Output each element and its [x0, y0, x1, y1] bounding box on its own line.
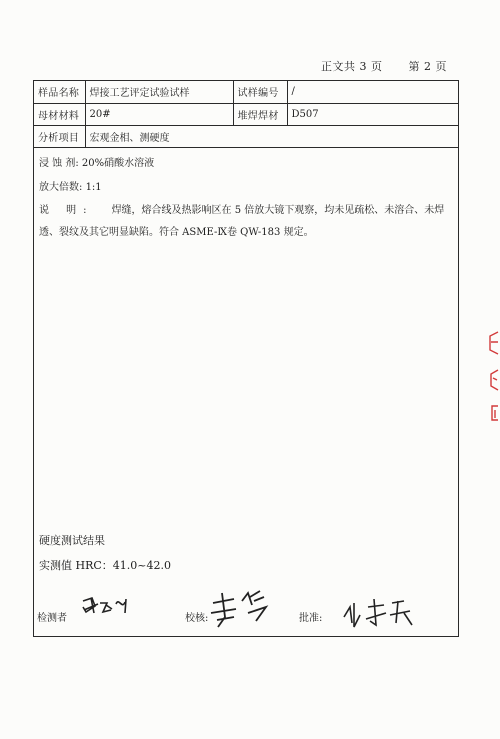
red-stamp-edge — [486, 330, 500, 430]
sample-no-label: 试样编号 — [233, 81, 287, 103]
hardness-title: 硬度测试结果 — [39, 534, 105, 547]
hardness-result — [39, 557, 171, 573]
sample-name-label: 样品名称 — [34, 81, 85, 103]
analysis-item-label: 分析项目 — [34, 125, 85, 147]
description-text: 焊缝，熔合线及热影响区在 5 倍放大镜下观察，均未见疏松、未溶合、未焊透、裂纹及其它明显缺陷。符合 ASME-Ⅸ卷 QW-183 规定。 — [39, 205, 445, 238]
page-count — [321, 58, 447, 74]
info-table — [34, 81, 458, 148]
sample-no-value: / — [287, 81, 458, 103]
report-frame — [33, 80, 459, 637]
table-row — [34, 125, 458, 147]
description — [39, 200, 453, 244]
magnification-label: 放大倍数: — [39, 182, 83, 193]
base-material-value: 20# — [85, 103, 233, 125]
weld-material-value: D507 — [287, 103, 458, 125]
etchant-value: 20%硝酸水溶液 — [81, 158, 155, 169]
total-pages: 正文共 3 页 — [321, 60, 383, 73]
weld-material-label: 堆焊焊材 — [233, 103, 287, 125]
etchant-row — [39, 154, 154, 169]
checker-signature — [208, 587, 280, 635]
sample-name-value: 焊接工艺评定试验试样 — [85, 81, 233, 103]
table-row — [34, 103, 458, 125]
hardness-value-label: 实测值 — [39, 559, 72, 572]
hardness-value: HRC：41.0~42.0 — [75, 559, 171, 572]
magnification-value: 1:1 — [85, 182, 102, 193]
current-page: 第 2 页 — [408, 60, 447, 73]
description-label: 说 明: — [39, 205, 94, 216]
approver-signature — [340, 593, 424, 633]
magnification-row — [39, 178, 102, 193]
etchant-label: 浸 蚀 剂: — [39, 158, 79, 169]
inspector-label: 检测者 — [37, 613, 67, 624]
table-row — [34, 81, 458, 103]
inspector-signature — [80, 593, 140, 623]
base-material-label: 母材材料 — [34, 103, 85, 125]
analysis-item-value: 宏观金相、测硬度 — [85, 125, 458, 147]
checker-label: 校核: — [185, 613, 209, 624]
approver-label: 批准: — [299, 613, 323, 624]
